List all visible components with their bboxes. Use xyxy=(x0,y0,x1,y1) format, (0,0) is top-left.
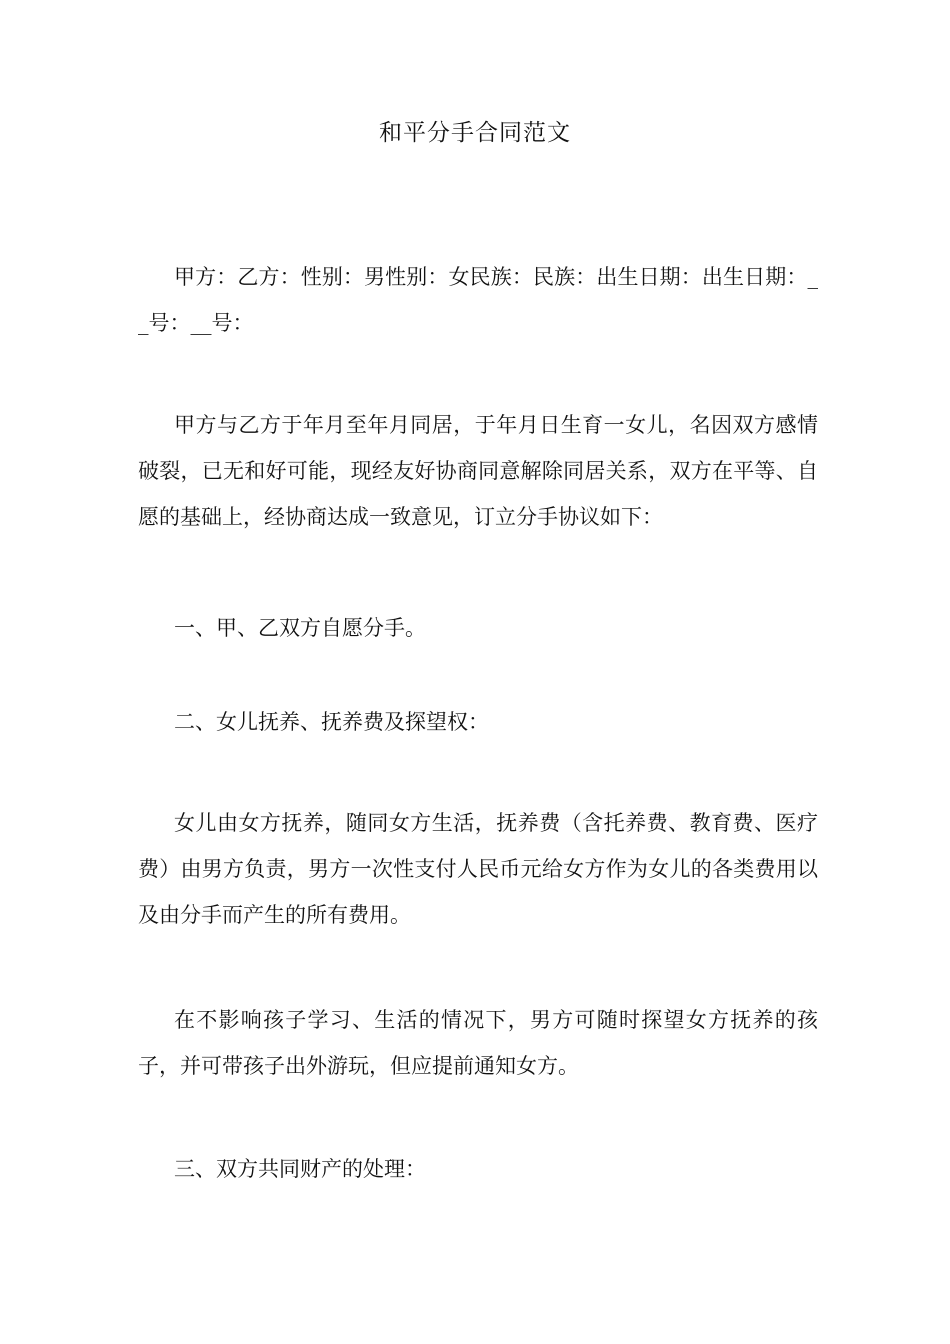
paragraph-visitation: 在不影响孩子学习、生活的情况下，男方可随时探望女方抚养的孩子，并可带孩子出外游玩，但应提前通知女方。 xyxy=(138,1008,818,1078)
paragraph-background: 甲方与乙方于年月至年月同居，于年月日生育一女儿，名因双方感情破裂，已无和好可能，现经友好协商同意解除同居关系，双方在平等、自愿的基础上，经协商达成一致意见，订立分手协议如下： xyxy=(138,413,818,529)
paragraph-child-support: 女儿由女方抚养，随同女方生活，抚养费（含托养费、教育费、医疗费）由男方负责，男方一次性支付人民币元给女方作为女儿的各类费用以及由分手而产生的所有费用。 xyxy=(138,811,818,927)
clause-one-heading: 一、甲、乙双方自愿分手。 xyxy=(174,616,426,640)
document-title: 和平分手合同范文 xyxy=(379,120,571,146)
clause-three-heading: 三、双方共同财产的处理： xyxy=(174,1157,426,1181)
clause-two-heading: 二、女儿抚养、抚养费及探望权： xyxy=(174,710,489,734)
paragraph-party-info: 甲方：乙方：性别：男性别：女民族：民族：出生日期：出生日期：__号：__号： xyxy=(138,265,818,335)
